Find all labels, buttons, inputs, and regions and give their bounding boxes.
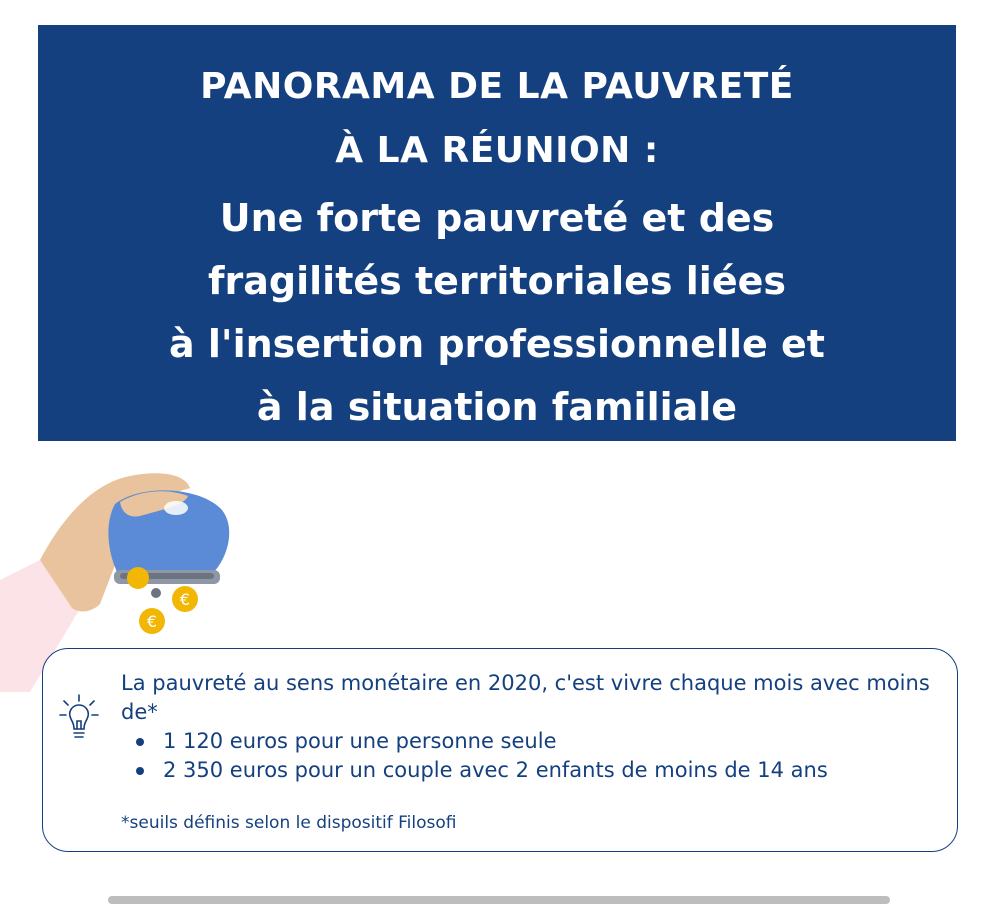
bullet-icon xyxy=(136,767,144,775)
subtitle-line: fragilités territoriales liées xyxy=(208,259,786,303)
euro-symbol: € xyxy=(146,612,158,631)
clasp-knob xyxy=(151,588,161,598)
euro-symbol: € xyxy=(179,590,191,609)
info-intro: La pauvreté au sens monétaire en 2020, c'est vivre chaque mois avec moins de* xyxy=(121,671,930,724)
info-text xyxy=(121,669,931,785)
bullet-icon xyxy=(136,738,144,746)
title-line-2: À LA RÉUNION : xyxy=(335,130,659,171)
footnote: *seuils définis selon le dispositif Filosofi xyxy=(121,813,457,833)
threshold-list xyxy=(121,727,931,785)
lightbulb-icon xyxy=(59,693,99,743)
list-item-text: 1 120 euros pour une personne seule xyxy=(163,729,557,753)
subtitle-line: à l'insertion professionnelle et xyxy=(169,322,825,366)
thumbnail xyxy=(164,501,188,515)
title-line-1: PANORAMA DE LA PAUVRETÉ xyxy=(200,66,794,107)
list-item xyxy=(121,727,931,756)
horizontal-scrollbar[interactable] xyxy=(108,896,890,904)
subtitle xyxy=(38,187,956,439)
title-banner xyxy=(38,25,956,441)
coin-in-purse xyxy=(127,567,149,589)
list-item xyxy=(121,756,931,785)
subtitle-line: Une forte pauvreté et des xyxy=(219,196,775,240)
info-box xyxy=(42,648,958,852)
subtitle-line: à la situation familiale xyxy=(256,385,738,429)
list-item-text: 2 350 euros pour un couple avec 2 enfants de moins de 14 ans xyxy=(163,758,828,782)
